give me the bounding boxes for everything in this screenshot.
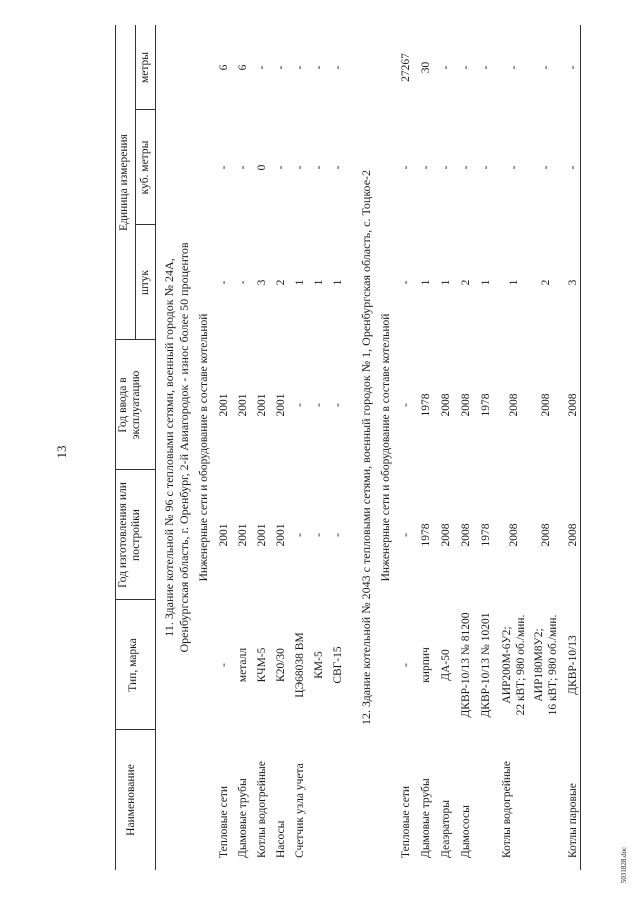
cell-made: -: [400, 533, 412, 537]
cell-type: ЦЭ68038 ВМ: [294, 632, 306, 698]
cell-made: -: [313, 533, 325, 537]
cell-name: Тепловые сети: [400, 786, 412, 858]
cell-m: -: [275, 65, 287, 70]
cell-type: ДКВР-10/13 № 81200: [460, 612, 472, 718]
cell-type: ДКВР-10/13 № 10201: [480, 612, 492, 718]
cell-type: кирпич: [420, 647, 432, 683]
cell-cub: -: [508, 165, 520, 170]
cell-in: 1978: [480, 393, 492, 417]
cell-in: 2001: [275, 393, 287, 417]
cell-type: ДКВР-10/13: [567, 635, 579, 695]
cell-m: -: [540, 65, 552, 70]
cell-in: 2001: [218, 393, 230, 417]
header-bottom-rule: [155, 25, 156, 870]
section2-subtitle: Инженерные сети и оборудование в составе котельной: [380, 313, 392, 582]
cell-in: 2008: [508, 393, 520, 417]
cell-in: 2001: [256, 393, 268, 417]
cell-made: 2001: [275, 523, 287, 547]
cell-type2: 16 кВТ; 980 об./мин.: [547, 614, 559, 716]
cell-in: 2008: [567, 393, 579, 417]
section1-title: 11. Здание котельной № 96 с тепловыми сетями, военный городок № 24А,: [162, 258, 176, 637]
table-top-rule: [115, 25, 116, 870]
cell-pcs: 2: [540, 279, 552, 286]
cell-in: 2008: [540, 393, 552, 417]
units-divider-rule: [135, 25, 136, 340]
section1-subtitle: Инженерные сети и оборудование в составе котельной: [198, 313, 210, 582]
cell-made: 2008: [508, 523, 520, 547]
cell-made: 2008: [460, 523, 472, 547]
cell-cub: -: [313, 165, 325, 170]
cell-pcs: -: [400, 280, 412, 285]
cell-in: 2001: [237, 393, 249, 417]
footer-filename: 5031828.doc: [620, 846, 628, 884]
section1-title-line2: Оренбургская область, г. Оренбург, 2-й Авиагородок - износ более 50 процентов: [177, 242, 191, 653]
cell-in: 2008: [440, 393, 452, 417]
cell-m: -: [294, 65, 306, 70]
cell-cub: -: [218, 165, 230, 170]
cell-m: -: [332, 65, 344, 70]
cell-m: -: [567, 65, 579, 70]
cell-type: АИР180М8У2;: [533, 628, 545, 702]
cell-name: Тепловые сети: [218, 786, 230, 858]
cell-name: Котлы паровые: [567, 783, 579, 858]
cell-m: -: [508, 65, 520, 70]
cell-type2: 22 кВТ; 980 об./мин.: [515, 614, 527, 716]
header-year-in: Год ввода в эксплуатацию: [117, 370, 143, 440]
cell-name: Котлы водогрейные: [256, 761, 268, 858]
page-number: 13: [54, 445, 69, 459]
cell-m: -: [313, 65, 325, 70]
cell-pcs: 1: [508, 279, 520, 286]
cell-name: Дымососы: [460, 805, 472, 858]
header-type: Тип, марка: [127, 638, 139, 692]
cell-m: 30: [420, 61, 432, 74]
header-name: Наименование: [125, 764, 137, 836]
cell-made: 1978: [420, 523, 432, 547]
cell-made: 2001: [237, 523, 249, 547]
cell-m: -: [480, 65, 492, 70]
header-m: метры: [139, 51, 151, 84]
cell-cub: -: [275, 165, 287, 170]
cell-in: -: [400, 403, 412, 407]
cell-in: -: [332, 403, 344, 407]
cell-pcs: 2: [275, 279, 287, 286]
cell-pcs: 3: [567, 279, 579, 286]
section2-title: 12. Здание котельной № 2043 с тепловыми сетями, военный городок № 1, Оренбургская область, с. Тоцкое-2: [359, 169, 373, 726]
cell-pcs: 1: [420, 279, 432, 286]
cell-cub: -: [540, 165, 552, 170]
cell-m: 27267: [400, 53, 412, 82]
cell-name: Деаэраторы: [440, 800, 452, 858]
cell-type: ДА-50: [440, 649, 452, 681]
cell-type: СВГ-15: [332, 646, 344, 684]
cell-in: -: [294, 403, 306, 407]
cell-made: 2008: [567, 523, 579, 547]
cell-name: Котлы водогрейные: [501, 761, 513, 858]
cell-pcs: 1: [440, 279, 452, 286]
cell-made: -: [294, 533, 306, 537]
cell-type: металл: [237, 647, 249, 683]
cell-in: 1978: [420, 393, 432, 417]
cell-made: 1978: [480, 523, 492, 547]
cell-pcs: 1: [332, 279, 344, 286]
cell-name: Дымовые трубы: [420, 778, 432, 858]
cell-made: 2008: [440, 523, 452, 547]
cell-pcs: 1: [313, 279, 325, 286]
cell-m: -: [460, 65, 472, 70]
cell-name: Счетчик узла учета: [294, 763, 306, 858]
cell-name: Насосы: [275, 820, 287, 858]
cell-pcs: -: [218, 280, 230, 285]
cell-type: КМ-5: [313, 651, 325, 679]
cell-type: КЧМ-5: [256, 647, 268, 683]
cell-m: 6: [218, 64, 230, 71]
cell-type: -: [218, 663, 230, 667]
header-year-made: Год изготовления или постройки: [117, 482, 143, 588]
cell-cub: -: [440, 165, 452, 170]
header-pcs: штук: [139, 269, 151, 296]
col-divider: [115, 469, 155, 470]
cell-cub: -: [460, 165, 472, 170]
cell-name: Дымовые трубы: [237, 778, 249, 858]
header-units: Единица измерения: [118, 134, 130, 231]
cell-m: -: [256, 65, 268, 70]
cell-made: 2008: [540, 523, 552, 547]
cell-cub: 0: [256, 164, 268, 171]
cell-cub: -: [294, 165, 306, 170]
cell-cub: -: [237, 165, 249, 170]
cell-cub: -: [480, 165, 492, 170]
cell-pcs: 1: [294, 279, 306, 286]
cell-cub: -: [567, 165, 579, 170]
cell-type: -: [400, 663, 412, 667]
cell-pcs: 2: [460, 279, 472, 286]
cell-in: 2008: [460, 393, 472, 417]
cell-cub: -: [400, 165, 412, 170]
cell-pcs: -: [237, 280, 249, 285]
cell-made: 2001: [218, 523, 230, 547]
cell-in: -: [313, 403, 325, 407]
cell-cub: -: [332, 165, 344, 170]
cell-cub: -: [420, 165, 432, 170]
cell-made: -: [332, 533, 344, 537]
cell-made: 2001: [256, 523, 268, 547]
header-cub: куб. метры: [139, 140, 151, 195]
cell-m: 6: [237, 64, 249, 71]
cell-type: К20/30: [275, 648, 287, 682]
cell-pcs: 1: [480, 279, 492, 286]
cell-type: АИР200М-6У2;: [501, 626, 513, 704]
rotated-table: [115, 25, 605, 870]
cell-pcs: 3: [256, 279, 268, 286]
cell-m: -: [440, 65, 452, 70]
